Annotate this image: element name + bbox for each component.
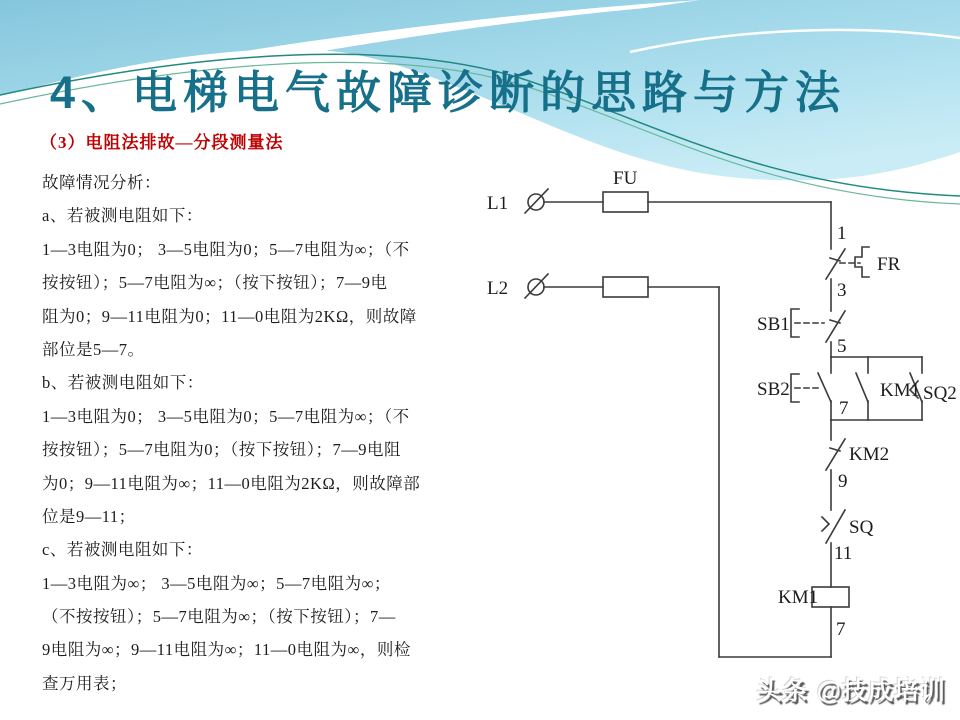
label-km1-coil: KM1 <box>778 587 819 608</box>
body-line: 1—3电阻为0； 3—5电阻为0；5—7电阻为∞；（不 <box>42 406 410 426</box>
body-line: 查万用表； <box>42 673 127 693</box>
body-line: 按按钮）；5—7电阻为∞；（按下按钮）；7—9电 <box>42 273 388 293</box>
node-9: 9 <box>838 471 848 492</box>
body-line: 位是9—11； <box>42 506 136 526</box>
label-sb2: SB2 <box>757 379 790 400</box>
circuit-labels <box>487 168 957 640</box>
body-line: 1—3电阻为∞； 3—5电阻为∞；5—7电阻为∞； <box>42 573 391 593</box>
label-l2: L2 <box>487 278 509 299</box>
node-5: 5 <box>837 336 847 357</box>
body-line: 按按钮）；5—7电阻为0；（按下按钮）；7—9电阻 <box>42 440 401 460</box>
node-7: 7 <box>839 398 849 419</box>
sq-contact-blade <box>826 510 845 543</box>
km2-contact-blade <box>826 439 845 470</box>
body-line: 部位是5—7。 <box>42 339 145 359</box>
fr-thermal-symbol <box>855 247 869 277</box>
body-line: 9电阻为∞；9—11电阻为∞；11—0电阻为∞，则检 <box>42 640 411 660</box>
fuse-fu-symbol <box>603 192 648 212</box>
body-line: 为0；9—11电阻为∞；11—0电阻为2KΩ，则故障部 <box>42 473 421 493</box>
fuse-fu2-symbol <box>603 277 648 297</box>
body-line: b、若被测电阻如下： <box>42 373 204 393</box>
page-title: 4、电梯电气故障诊断的思路与方法 <box>50 67 847 118</box>
node-7-coil: 7 <box>836 619 846 640</box>
node-1: 1 <box>837 223 847 244</box>
sb2-contact-blade <box>818 373 831 402</box>
section-subtitle: （3）电阻法排故—分段测量法 <box>40 133 284 152</box>
body-line: （不按按钮）；5—7电阻为∞；（按下按钮）；7— <box>42 607 396 627</box>
node-3: 3 <box>837 280 847 301</box>
km1-contact-blade <box>856 373 868 402</box>
body-line: 阻为0；9—11电阻为0；11—0电阻为2KΩ，则故障 <box>42 306 417 326</box>
circuit-wires-and-symbols <box>525 189 922 657</box>
label-sq2: SQ2 <box>923 383 957 404</box>
node-11: 11 <box>834 543 853 564</box>
analysis-text-block <box>42 166 482 700</box>
body-line: 1—3电阻为0； 3—5电阻为0；5—7电阻为∞；（不 <box>42 239 410 259</box>
sq-limit-chevron <box>822 517 829 531</box>
body-line: 故障情况分析： <box>42 173 161 192</box>
label-km1-contact: KM1 <box>880 380 921 401</box>
body-line: c、若被测电阻如下： <box>42 540 203 560</box>
label-sq: SQ <box>849 517 874 538</box>
label-l1: L1 <box>487 193 509 214</box>
label-km2: KM2 <box>849 444 890 465</box>
label-fu: FU <box>613 168 638 189</box>
control-circuit-diagram <box>470 160 960 670</box>
fr-contact-blade <box>826 249 845 279</box>
label-fr: FR <box>877 254 901 275</box>
body-line: a、若被测电阻如下： <box>42 206 203 226</box>
label-sb1: SB1 <box>757 314 790 335</box>
watermark-toutiao: 头条 @技成培训 <box>756 677 946 705</box>
